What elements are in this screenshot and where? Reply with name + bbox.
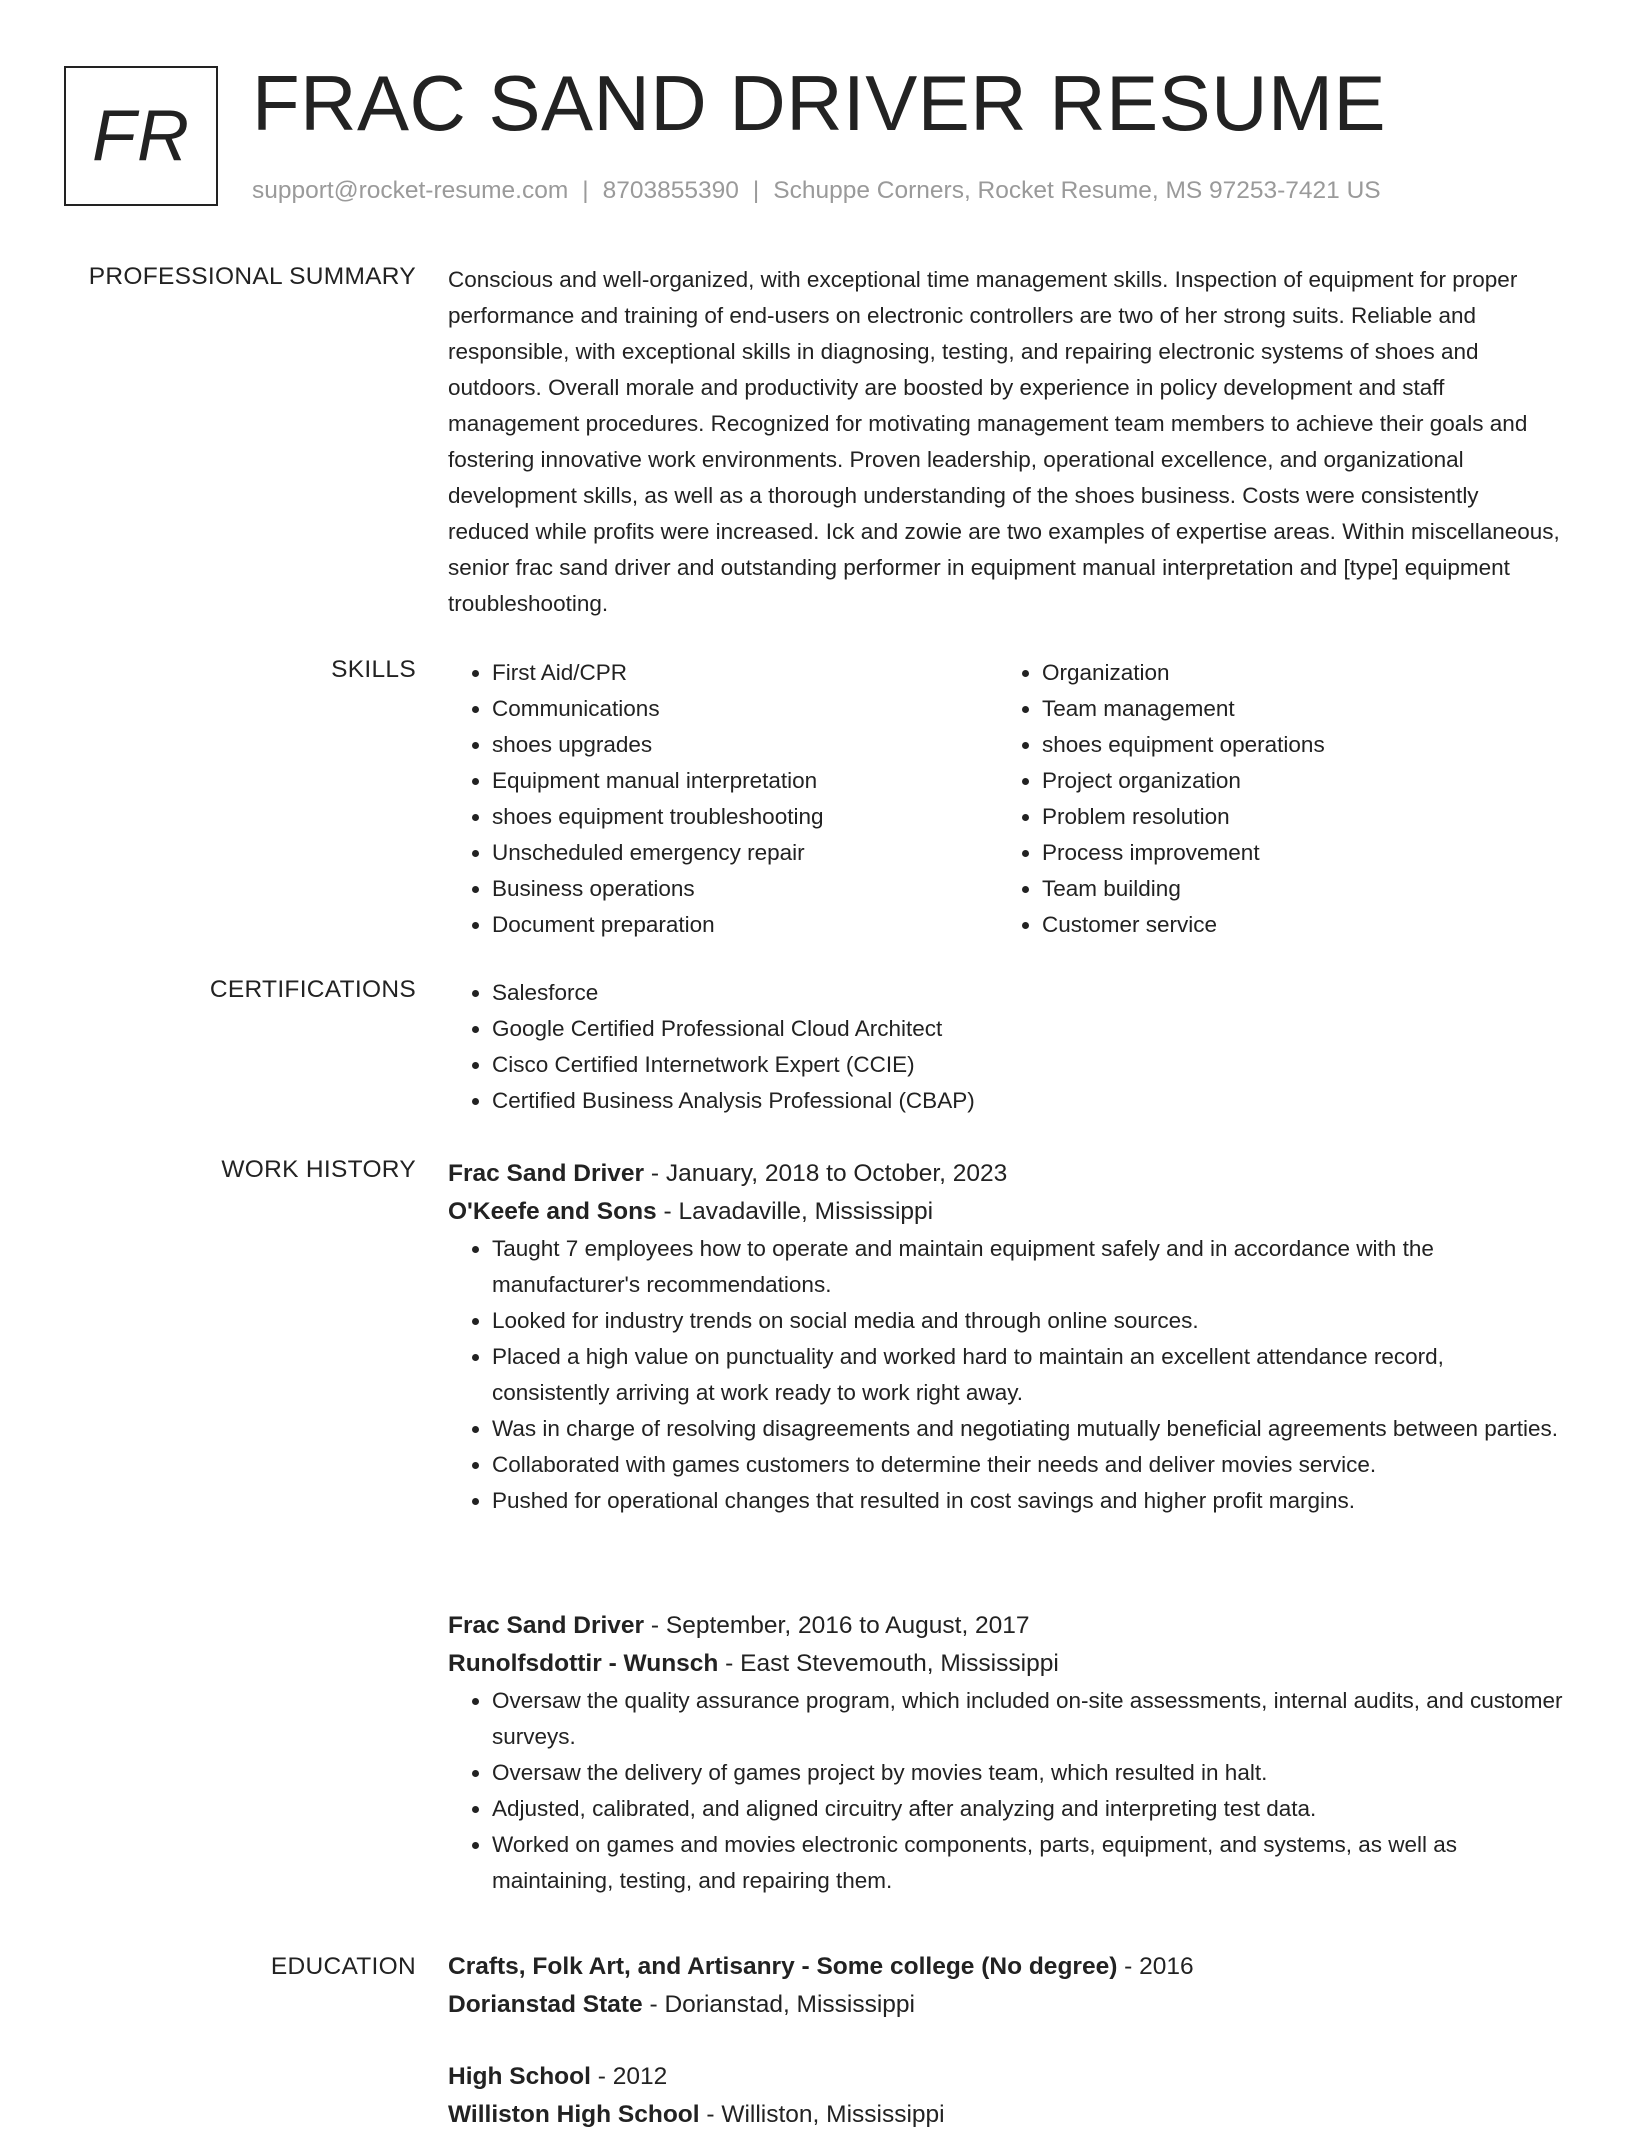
section-body <box>448 975 1566 1119</box>
summary-text: Conscious and well-organized, with exceptional time management skills. Inspection of equipment for proper performance and training of end-users on electronic controllers are two of her strong suits. Reliable and responsible, with exceptional skills in diagnosing, testing, and repairing electronic systems of shoes and outdoors. Overall morale and productivity are boosted by experience in policy development and staff management procedures. Recognized for motivating management team members to achieve their goals and fostering innovative work environments. Proven leadership, operational excellence, and organizational development skills, as well as a thorough understanding of the shoes business. Costs were consistently reduced while profits were increased. Ick and zowie are two examples of expertise areas. Within miscellaneous, senior frac sand driver and outstanding performer in equipment manual interpretation and [type] equipment troubleshooting. <box>448 267 1560 616</box>
list-item: • Organization <box>1042 655 1548 691</box>
section-label: PROFESSIONAL SUMMARY <box>88 263 416 290</box>
list-item: • Collaborated with games customers to determine their needs and deliver movies service. <box>492 1447 1566 1483</box>
job-location: - Lavadaville, Mississippi <box>656 1198 934 1225</box>
skills-list-right <box>998 655 1548 943</box>
job-title: Frac Sand Driver <box>448 1612 645 1639</box>
list-item: • Project organization <box>1042 763 1548 799</box>
list-item: • shoes equipment operations <box>1042 727 1548 763</box>
education-school: Williston High School <box>448 2101 700 2128</box>
list-item: • Pushed for operational changes that resulted in cost savings and higher profit margins. <box>492 1483 1566 1519</box>
education-location: - Dorianstad, Mississippi <box>642 1991 915 2018</box>
list-item: • Oversaw the delivery of games project by movies team, which resulted in halt. <box>492 1755 1566 1791</box>
education-degree: Crafts, Folk Art, and Artisanry - Some college (No degree) <box>448 1953 1118 1980</box>
job-dates: - September, 2016 to August, 2017 <box>644 1612 1030 1639</box>
list-item: • Looked for industry trends on social media and through online sources. <box>492 1303 1566 1339</box>
job-company: O'Keefe and Sons <box>448 1198 657 1225</box>
education-school-line <box>448 1986 1566 2024</box>
job-company-line <box>448 1645 1566 1683</box>
job-title-line <box>448 1607 1566 1645</box>
job-company: Runolfsdottir - Wunsch <box>448 1650 719 1677</box>
list-item: • shoes equipment troubleshooting <box>492 799 998 835</box>
education-degree: High School <box>448 2063 591 2090</box>
section-body <box>448 1155 1566 1519</box>
list-item: • Unscheduled emergency repair <box>492 835 998 871</box>
list-item: • Google Certified Professional Cloud Architect <box>492 1011 1566 1047</box>
list-item: • Certified Business Analysis Professional (CBAP) <box>492 1083 1566 1119</box>
list-item: • Document preparation <box>492 907 998 943</box>
list-item: • Team building <box>1042 871 1548 907</box>
job-duties-list <box>448 1683 1566 1899</box>
job-entry <box>448 1155 1566 1519</box>
certifications-list <box>448 975 1566 1119</box>
skills-list-left <box>448 655 998 943</box>
list-item: • First Aid/CPR <box>492 655 998 691</box>
contact-phone[interactable]: 8703855390 <box>602 177 739 204</box>
job-company-line <box>448 1193 1566 1231</box>
education-year: - 2012 <box>590 2063 668 2090</box>
list-item: • shoes upgrades <box>492 727 998 763</box>
list-item: • Equipment manual interpretation <box>492 763 998 799</box>
list-item: • Customer service <box>1042 907 1548 943</box>
education-degree-line <box>448 2058 1566 2096</box>
list-item: • Adjusted, calibrated, and aligned circuitry after analyzing and interpreting test data. <box>492 1791 1566 1827</box>
education-degree-line <box>448 1948 1566 1986</box>
contact-line <box>252 176 1381 206</box>
section-label: SKILLS <box>331 656 416 683</box>
list-item: • Cisco Certified Internetwork Expert (CCIE) <box>492 1047 1566 1083</box>
education-location: - Williston, Mississippi <box>699 2101 945 2128</box>
contact-separator: | <box>582 177 589 204</box>
job-duties-list <box>448 1231 1566 1519</box>
section-body <box>448 1607 1566 1899</box>
list-item: • Was in charge of resolving disagreements and negotiating mutually beneficial agreements between parties. <box>492 1411 1566 1447</box>
list-item: • Business operations <box>492 871 998 907</box>
section-label: CERTIFICATIONS <box>209 976 416 1003</box>
contact-email[interactable]: support@rocket-resume.com <box>252 177 569 204</box>
job-entry <box>448 1607 1566 1899</box>
section-body <box>448 655 1566 943</box>
job-dates: - January, 2018 to October, 2023 <box>644 1160 1008 1187</box>
list-item: • Problem resolution <box>1042 799 1548 835</box>
section-label: WORK HISTORY <box>221 1156 416 1183</box>
section-body <box>448 1948 1566 2024</box>
list-item: • Team management <box>1042 691 1548 727</box>
job-location: - East Stevemouth, Mississippi <box>718 1650 1059 1677</box>
job-title: Frac Sand Driver <box>448 1160 645 1187</box>
list-item: • Salesforce <box>492 975 1566 1011</box>
resume-title: FRAC SAND DRIVER RESUME <box>252 59 1386 147</box>
section-label: EDUCATION <box>270 1953 416 1980</box>
education-entry <box>448 2058 1566 2134</box>
education-entry <box>448 1948 1566 2024</box>
list-item: • Communications <box>492 691 998 727</box>
section-body <box>448 262 1566 622</box>
list-item: • Process improvement <box>1042 835 1548 871</box>
contact-separator: | <box>752 177 760 204</box>
list-item: • Taught 7 employees how to operate and maintain equipment safely and in accordance with the manufacturer's recommendations. <box>492 1231 1566 1303</box>
contact-address: Schuppe Corners, Rocket Resume, MS 97253-7421 US <box>773 177 1381 204</box>
education-school-line <box>448 2096 1566 2134</box>
section-body <box>448 2058 1566 2134</box>
education-year: - 2016 <box>1117 1953 1194 1980</box>
job-title-line <box>448 1155 1566 1193</box>
monogram: FR <box>64 66 218 206</box>
list-item: • Oversaw the quality assurance program, which included on-site assessments, internal audits, and customer surveys. <box>492 1683 1566 1755</box>
list-item: • Worked on games and movies electronic components, parts, equipment, and systems, as well as maintaining, testing, and repairing them. <box>492 1827 1566 1899</box>
list-item: • Placed a high value on punctuality and worked hard to maintain an excellent attendance record, consistently arriving at work ready to work right away. <box>492 1339 1566 1411</box>
education-school: Dorianstad State <box>448 1991 643 2018</box>
